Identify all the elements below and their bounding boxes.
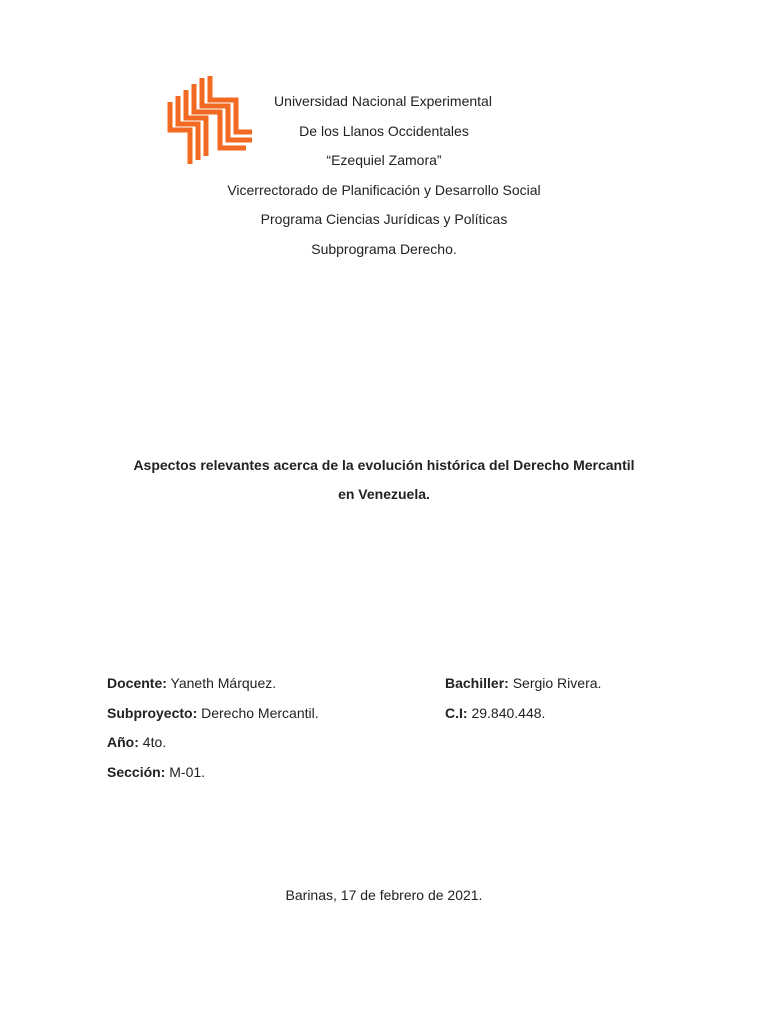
ci-label: C.I:	[445, 705, 468, 721]
subproyecto-field	[107, 704, 319, 722]
university-name: Universidad Nacional Experimental	[274, 93, 492, 109]
subprogram-name: Subprograma Derecho.	[311, 241, 457, 257]
seccion-label: Sección:	[107, 764, 166, 780]
subproyecto-value: Derecho Mercantil.	[197, 705, 319, 721]
bachiller-value: Sergio Rivera.	[508, 675, 602, 691]
anio-value: 4to.	[138, 734, 167, 750]
ci-field	[445, 704, 545, 722]
docente-value: Yaneth Márquez.	[166, 675, 277, 691]
vice-rectorate: Vicerrectorado de Planificación y Desarrollo Social	[227, 182, 541, 198]
docente-label: Docente:	[107, 675, 167, 691]
seccion-field	[107, 763, 205, 781]
anio-field	[107, 733, 166, 751]
program-name: Programa Ciencias Jurídicas y Políticas	[260, 211, 508, 227]
subproyecto-label: Subproyecto:	[107, 705, 198, 721]
place-and-date: Barinas, 17 de febrero de 2021.	[285, 887, 483, 903]
bachiller-field	[445, 674, 601, 692]
university-region: De los Llanos Occidentales	[299, 123, 469, 139]
bachiller-label: Bachiller:	[445, 675, 509, 691]
document-title-line-2: en Venezuela.	[338, 486, 430, 502]
document-title-line-1: Aspectos relevantes acerca de la evolución histórica del Derecho Mercantil	[133, 457, 635, 473]
seccion-value: M-01.	[165, 764, 206, 780]
anio-label: Año:	[107, 734, 139, 750]
university-namesake: “Ezequiel Zamora”	[326, 152, 442, 168]
docente-field	[107, 674, 276, 692]
ci-value: 29.840.448.	[467, 705, 546, 721]
